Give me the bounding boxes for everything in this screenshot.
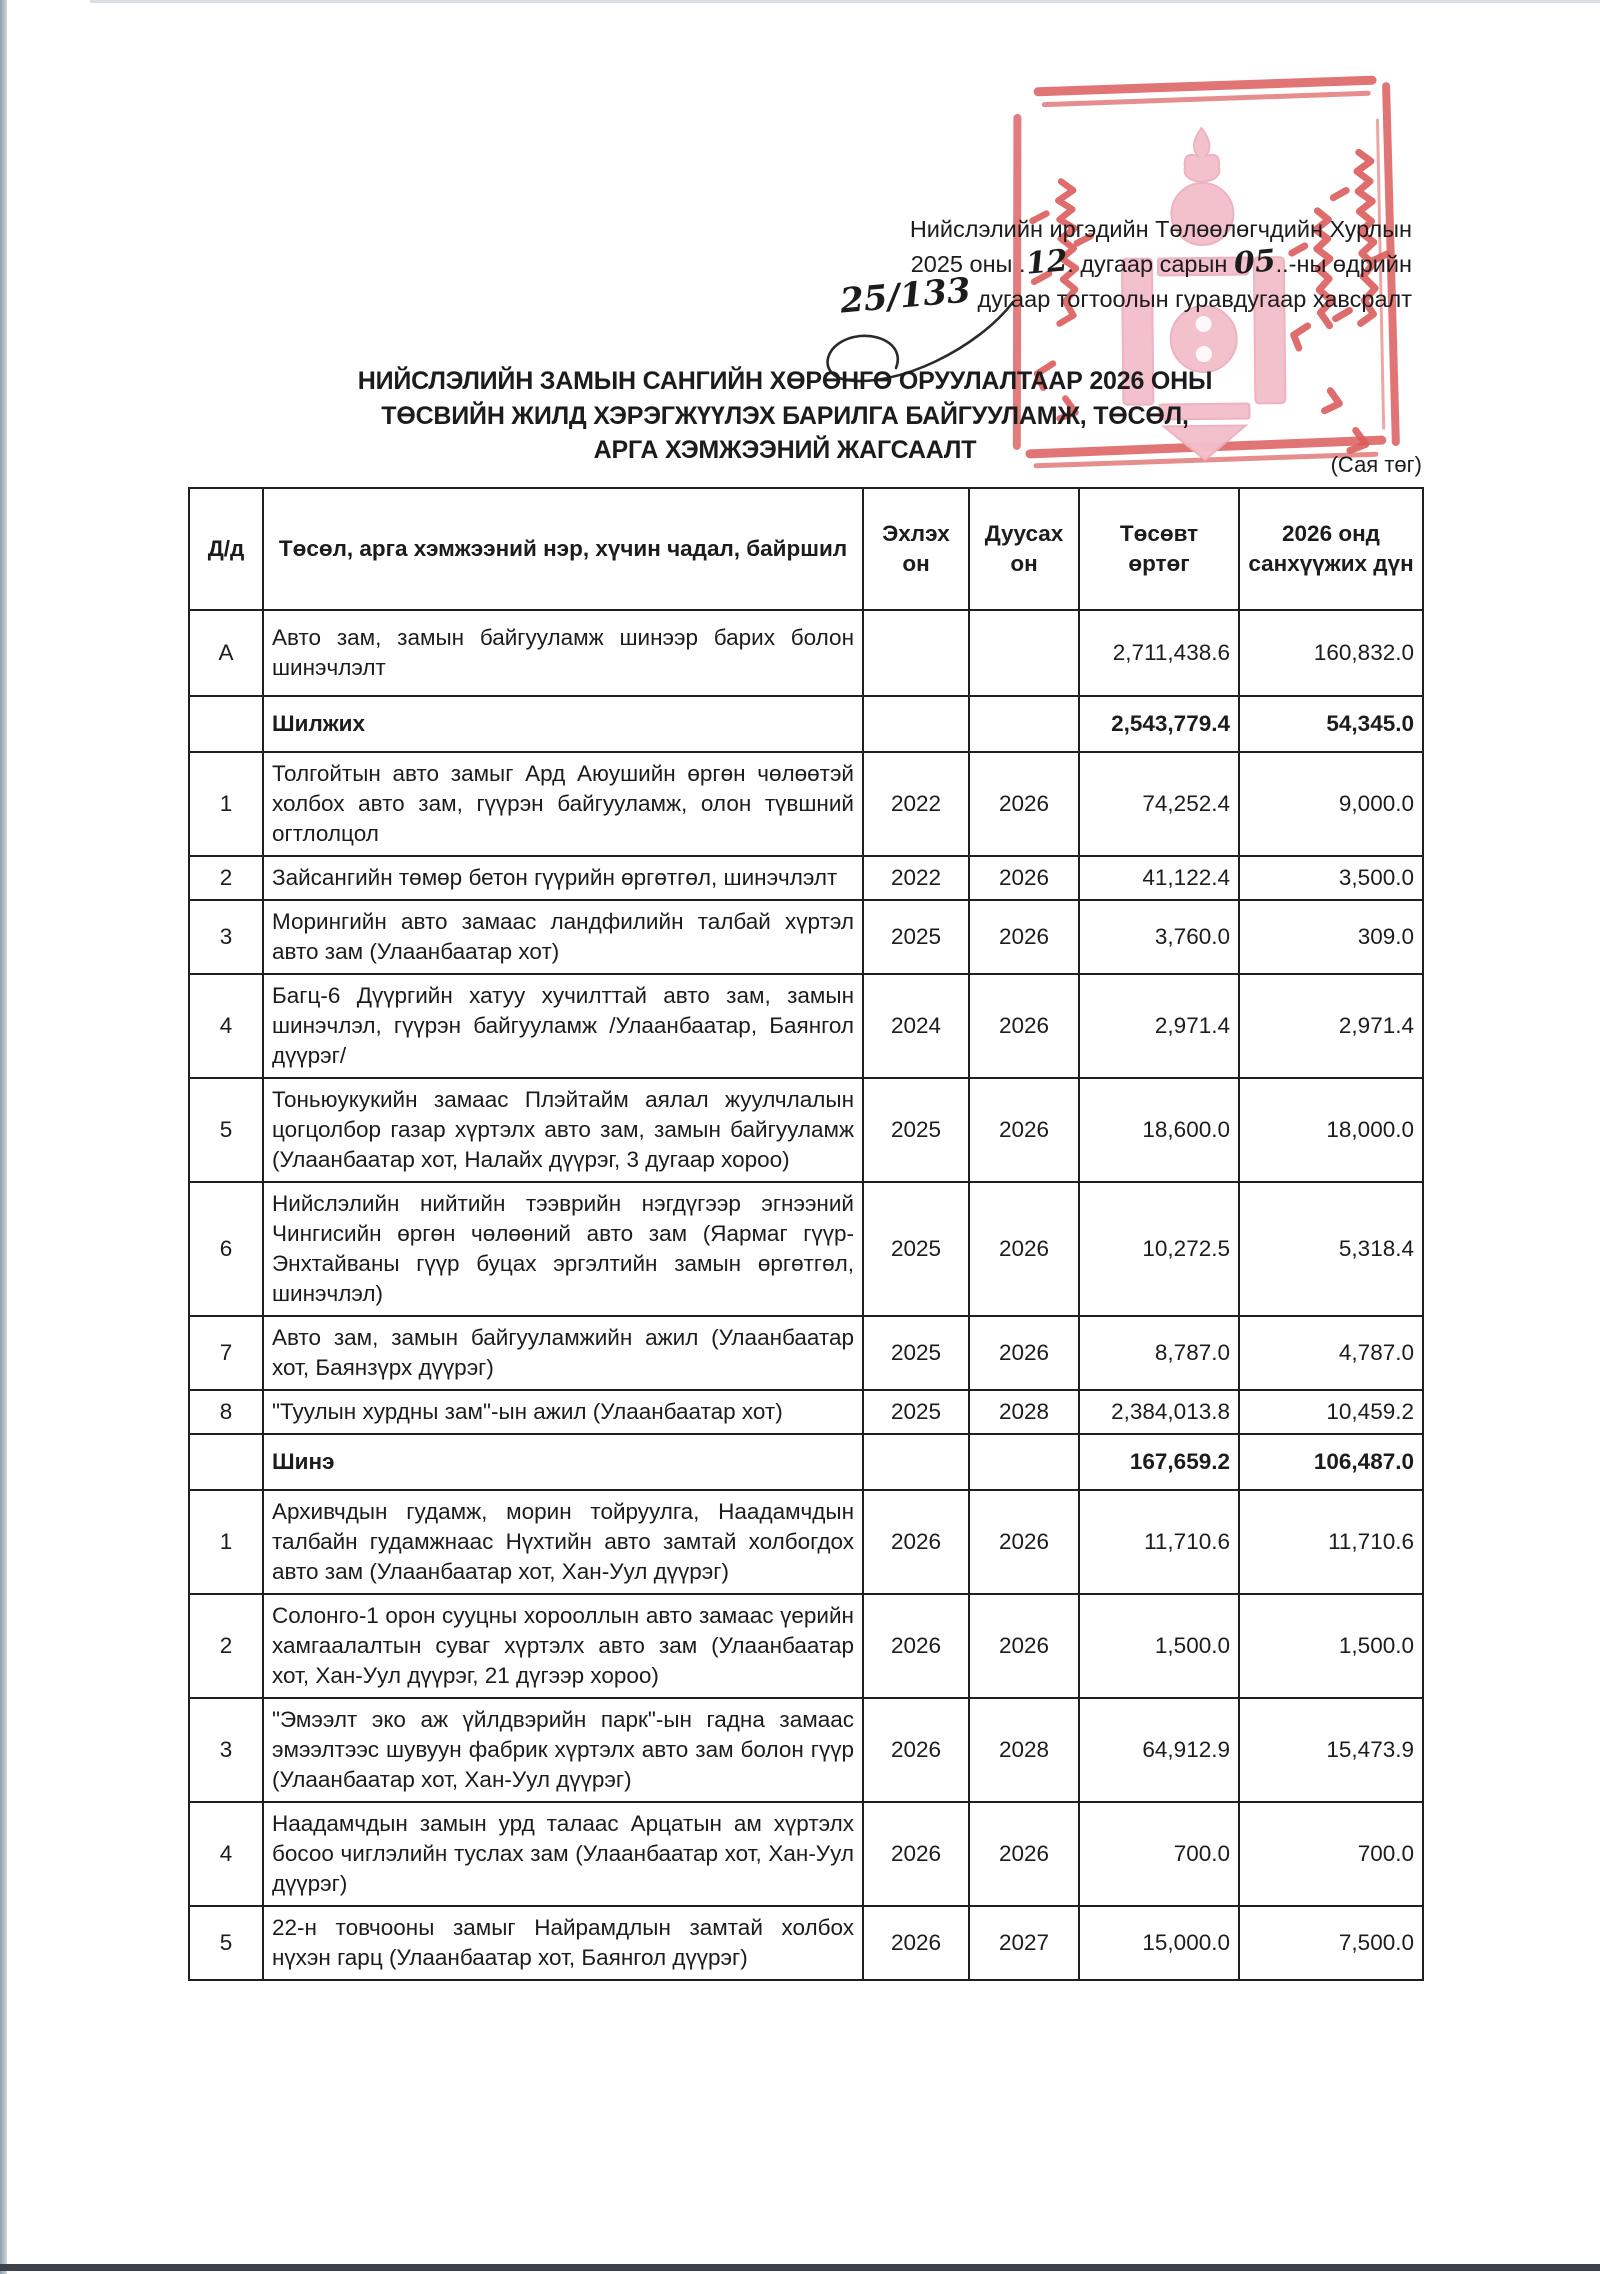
amount-2026-cell: 54,345.0 bbox=[1239, 696, 1423, 752]
scan-edge-top bbox=[90, 0, 1600, 3]
unit-note: (Сая төг) bbox=[1330, 452, 1422, 477]
scan-edge-left bbox=[0, 0, 7, 2274]
start-year-cell: 2026 bbox=[863, 1802, 969, 1906]
project-name-cell: Авто зам, замын байгууламж шинээр барих болон шинэчлэлт bbox=[263, 610, 863, 696]
row-number-cell: 8 bbox=[189, 1390, 263, 1434]
amount-2026-cell: 2,971.4 bbox=[1239, 974, 1423, 1078]
project-name-cell: Шилжих bbox=[263, 696, 863, 752]
table-row bbox=[189, 1490, 1423, 1594]
amount-2026-cell: 7,500.0 bbox=[1239, 1906, 1423, 1980]
amount-2026-cell: 106,487.0 bbox=[1239, 1434, 1423, 1490]
end-year-cell bbox=[969, 696, 1079, 752]
row-number-cell: 5 bbox=[189, 1078, 263, 1182]
end-year-cell: 2026 bbox=[969, 856, 1079, 900]
start-year-cell bbox=[863, 1434, 969, 1490]
end-year-cell: 2026 bbox=[969, 1490, 1079, 1594]
column-header-index: Д/д bbox=[189, 488, 263, 610]
project-name-cell: Наадамчдын замын урд талаас Арцатын ам хүртэлх босоо чиглэлийн туслах зам (Улаанбаатар хот, Хан-Уул дүүрэг) bbox=[263, 1802, 863, 1906]
project-name-cell: Морингийн авто замаас ландфилийн талбай хүртэл авто зам (Улаанбаатар хот) bbox=[263, 900, 863, 974]
row-number-cell: А bbox=[189, 610, 263, 696]
end-year-cell: 2026 bbox=[969, 1316, 1079, 1390]
reference-issuer: Нийслэлийн иргэдийн Төлөөлөгчдийн Хурлын bbox=[909, 216, 1412, 242]
row-number-cell: 3 bbox=[189, 1698, 263, 1802]
project-name-cell: Багц-6 Дүүргийн хатуу хучилттай авто зам, замын шинэчлэл, гүүрэн байгууламж /Улаанбаатар, Баянгол дүүрэг/ bbox=[263, 974, 863, 1078]
start-year-cell: 2025 bbox=[863, 1078, 969, 1182]
amount-2026-cell: 18,000.0 bbox=[1239, 1078, 1423, 1182]
table-row bbox=[189, 610, 1423, 696]
row-number-cell bbox=[189, 1434, 263, 1490]
budget-cell: 2,543,779.4 bbox=[1079, 696, 1239, 752]
table-row bbox=[189, 1434, 1423, 1490]
end-year-cell bbox=[969, 1434, 1079, 1490]
start-year-cell: 2026 bbox=[863, 1906, 969, 1980]
row-number-cell: 7 bbox=[189, 1316, 263, 1390]
handwritten-month: 12 bbox=[1024, 243, 1069, 282]
budget-cell: 74,252.4 bbox=[1079, 752, 1239, 856]
budget-cell: 11,710.6 bbox=[1079, 1490, 1239, 1594]
column-header-project-name: Төсөл, арга хэмжээний нэр, хүчин чадал, байршил bbox=[263, 488, 863, 610]
amount-2026-cell: 3,500.0 bbox=[1239, 856, 1423, 900]
start-year-cell bbox=[863, 610, 969, 696]
end-year-cell: 2028 bbox=[969, 1698, 1079, 1802]
table-row bbox=[189, 1698, 1423, 1802]
column-header-2026-financing: 2026 онд санхүүжих дүн bbox=[1239, 488, 1423, 610]
reference-annex-label: дугаар тогтоолын гуравдугаар хавсралт bbox=[971, 286, 1412, 312]
column-header-end-year: Дуусах он bbox=[969, 488, 1079, 610]
start-year-cell bbox=[863, 696, 969, 752]
start-year-cell: 2025 bbox=[863, 900, 969, 974]
amount-2026-cell: 10,459.2 bbox=[1239, 1390, 1423, 1434]
budget-cell: 18,600.0 bbox=[1079, 1078, 1239, 1182]
start-year-cell: 2025 bbox=[863, 1182, 969, 1316]
table-header-row bbox=[189, 488, 1423, 610]
start-year-cell: 2026 bbox=[863, 1490, 969, 1594]
row-number-cell: 5 bbox=[189, 1906, 263, 1980]
project-name-cell: Толгойтын авто замыг Ард Аюушийн өргөн чөлөөтэй холбох авто зам, гүүрэн байгууламж, олон түвшний огтлолцол bbox=[263, 752, 863, 856]
end-year-cell: 2027 bbox=[969, 1906, 1079, 1980]
start-year-cell: 2025 bbox=[863, 1390, 969, 1434]
table-row bbox=[189, 1594, 1423, 1698]
budget-cell: 700.0 bbox=[1079, 1802, 1239, 1906]
amount-2026-cell: 700.0 bbox=[1239, 1802, 1423, 1906]
budget-cell: 8,787.0 bbox=[1079, 1316, 1239, 1390]
end-year-cell: 2028 bbox=[969, 1390, 1079, 1434]
end-year-cell: 2026 bbox=[969, 900, 1079, 974]
table-row bbox=[189, 1078, 1423, 1182]
column-header-start-year: Эхлэх он bbox=[863, 488, 969, 610]
budget-cell: 41,122.4 bbox=[1079, 856, 1239, 900]
row-number-cell: 4 bbox=[189, 974, 263, 1078]
amount-2026-cell: 15,473.9 bbox=[1239, 1698, 1423, 1802]
row-number-cell: 4 bbox=[189, 1802, 263, 1906]
amount-2026-cell: 1,500.0 bbox=[1239, 1594, 1423, 1698]
title-line-3: АРГА ХЭМЖЭЭНИЙ ЖАГСААЛТ bbox=[593, 436, 977, 464]
reference-day-label: ..-ны өдрийн bbox=[1275, 251, 1412, 277]
end-year-cell: 2026 bbox=[969, 1182, 1079, 1316]
column-header-budget: Төсөвт өртөг bbox=[1079, 488, 1239, 610]
table-row bbox=[189, 696, 1423, 752]
table-row bbox=[189, 974, 1423, 1078]
end-year-cell bbox=[969, 610, 1079, 696]
amount-2026-cell: 9,000.0 bbox=[1239, 752, 1423, 856]
start-year-cell: 2026 bbox=[863, 1594, 969, 1698]
reference-line-1 bbox=[840, 212, 1412, 247]
budget-cell: 3,760.0 bbox=[1079, 900, 1239, 974]
start-year-cell: 2026 bbox=[863, 1698, 969, 1802]
amount-2026-cell: 160,832.0 bbox=[1239, 610, 1423, 696]
table-row bbox=[189, 1802, 1423, 1906]
amount-2026-cell: 4,787.0 bbox=[1239, 1316, 1423, 1390]
row-number-cell bbox=[189, 696, 263, 752]
handwritten-resolution-number: 25/133 bbox=[838, 270, 973, 322]
title-line-1: НИЙСЛЭЛИЙН ЗАМЫН САНГИЙН ХӨРӨНГӨ ОРУУЛАЛТААР 2026 ОНЫ bbox=[357, 367, 1213, 395]
start-year-cell: 2024 bbox=[863, 974, 969, 1078]
project-name-cell: Нийслэлийн нийтийн тээврийн нэгдүгээр эгнээний Чингисийн өргөн чөлөөний авто зам (Яармаг гүүр-Энхтайваны гүүр буцах эргэлтийн замын өргөтгөл, шинэчлэл) bbox=[263, 1182, 863, 1316]
budget-cell: 15,000.0 bbox=[1079, 1906, 1239, 1980]
project-name-cell: 22-н товчооны замыг Найрамдлын замтай холбох нүхэн гарц (Улаанбаатар хот, Баянгол дүүрэг) bbox=[263, 1906, 863, 1980]
row-number-cell: 2 bbox=[189, 856, 263, 900]
handwritten-day: 05 bbox=[1232, 243, 1278, 282]
start-year-cell: 2025 bbox=[863, 1316, 969, 1390]
start-year-cell: 2022 bbox=[863, 752, 969, 856]
budget-cell: 2,971.4 bbox=[1079, 974, 1239, 1078]
end-year-cell: 2026 bbox=[969, 1594, 1079, 1698]
row-number-cell: 1 bbox=[189, 1490, 263, 1594]
table-row bbox=[189, 1316, 1423, 1390]
budget-cell: 10,272.5 bbox=[1079, 1182, 1239, 1316]
row-number-cell: 2 bbox=[189, 1594, 263, 1698]
amount-2026-cell: 309.0 bbox=[1239, 900, 1423, 974]
project-name-cell: Шинэ bbox=[263, 1434, 863, 1490]
row-number-cell: 6 bbox=[189, 1182, 263, 1316]
project-name-cell: "Туулын хурдны зам"-ын ажил (Улаанбаатар хот) bbox=[263, 1390, 863, 1434]
project-name-cell: Архивчдын гудамж, морин тойруулга, Наадамчдын талбайн гудамжнаас Нүхтийн авто замтай холбогдох авто зам (Улаанбаатар хот, Хан-Уул дүүрэг) bbox=[263, 1490, 863, 1594]
budget-cell: 2,384,013.8 bbox=[1079, 1390, 1239, 1434]
project-name-cell: Солонго-1 орон сууцны хорооллын авто замаас үерийн хамгаалалтын суваг хүртэлх авто зам (Улаанбаатар хот, Хан-Уул дүүрэг, 21 дүгээр хороо) bbox=[263, 1594, 863, 1698]
row-number-cell: 3 bbox=[189, 900, 263, 974]
table-row bbox=[189, 752, 1423, 856]
project-name-cell: Зайсангийн төмөр бетон гүүрийн өргөтгөл, шинэчлэлт bbox=[263, 856, 863, 900]
table-row bbox=[189, 1182, 1423, 1316]
document-title bbox=[290, 364, 1280, 468]
reference-year: 2025 оны . bbox=[910, 251, 1026, 277]
project-name-cell: "Эмээлт эко аж үйлдвэрийн парк"-ын гадна замаас эмээлтээс шувуун фабрик хүртэлх авто зам болон гүүр (Улаанбаатар хот, Хан-Уул дүүрэг) bbox=[263, 1698, 863, 1802]
end-year-cell: 2026 bbox=[969, 1802, 1079, 1906]
budget-cell: 1,500.0 bbox=[1079, 1594, 1239, 1698]
row-number-cell: 1 bbox=[189, 752, 263, 856]
amount-2026-cell: 11,710.6 bbox=[1239, 1490, 1423, 1594]
project-name-cell: Авто зам, замын байгууламжийн ажил (Улаанбаатар хот, Баянзүрх дүүрэг) bbox=[263, 1316, 863, 1390]
project-name-cell: Тоньюукукийн замаас Плэйтайм аялал жуулчлалын цогцолбор газар хүртэлх авто зам, замын байгууламж (Улаанбаатар хот, Налайх дүүрэг, 3 дугаар хороо) bbox=[263, 1078, 863, 1182]
end-year-cell: 2026 bbox=[969, 1078, 1079, 1182]
reference-month-label: . дугаар сарын bbox=[1067, 251, 1234, 277]
scan-edge-bottom bbox=[0, 2264, 1600, 2271]
budget-cell: 167,659.2 bbox=[1079, 1434, 1239, 1490]
amount-2026-cell: 5,318.4 bbox=[1239, 1182, 1423, 1316]
budget-cell: 64,912.9 bbox=[1079, 1698, 1239, 1802]
end-year-cell: 2026 bbox=[969, 752, 1079, 856]
table-row bbox=[189, 900, 1423, 974]
projects-table bbox=[188, 487, 1424, 1981]
projects-table-body bbox=[189, 610, 1423, 1980]
title-line-2: ТӨСВИЙН ЖИЛД ХЭРЭГЖҮҮЛЭХ БАРИЛГА БАЙГУУЛАМЖ, ТӨСӨЛ, bbox=[381, 401, 1189, 430]
start-year-cell: 2022 bbox=[863, 856, 969, 900]
end-year-cell: 2026 bbox=[969, 974, 1079, 1078]
table-row bbox=[189, 1906, 1423, 1980]
table-row bbox=[189, 1390, 1423, 1434]
budget-cell: 2,711,438.6 bbox=[1079, 610, 1239, 696]
table-row bbox=[189, 856, 1423, 900]
